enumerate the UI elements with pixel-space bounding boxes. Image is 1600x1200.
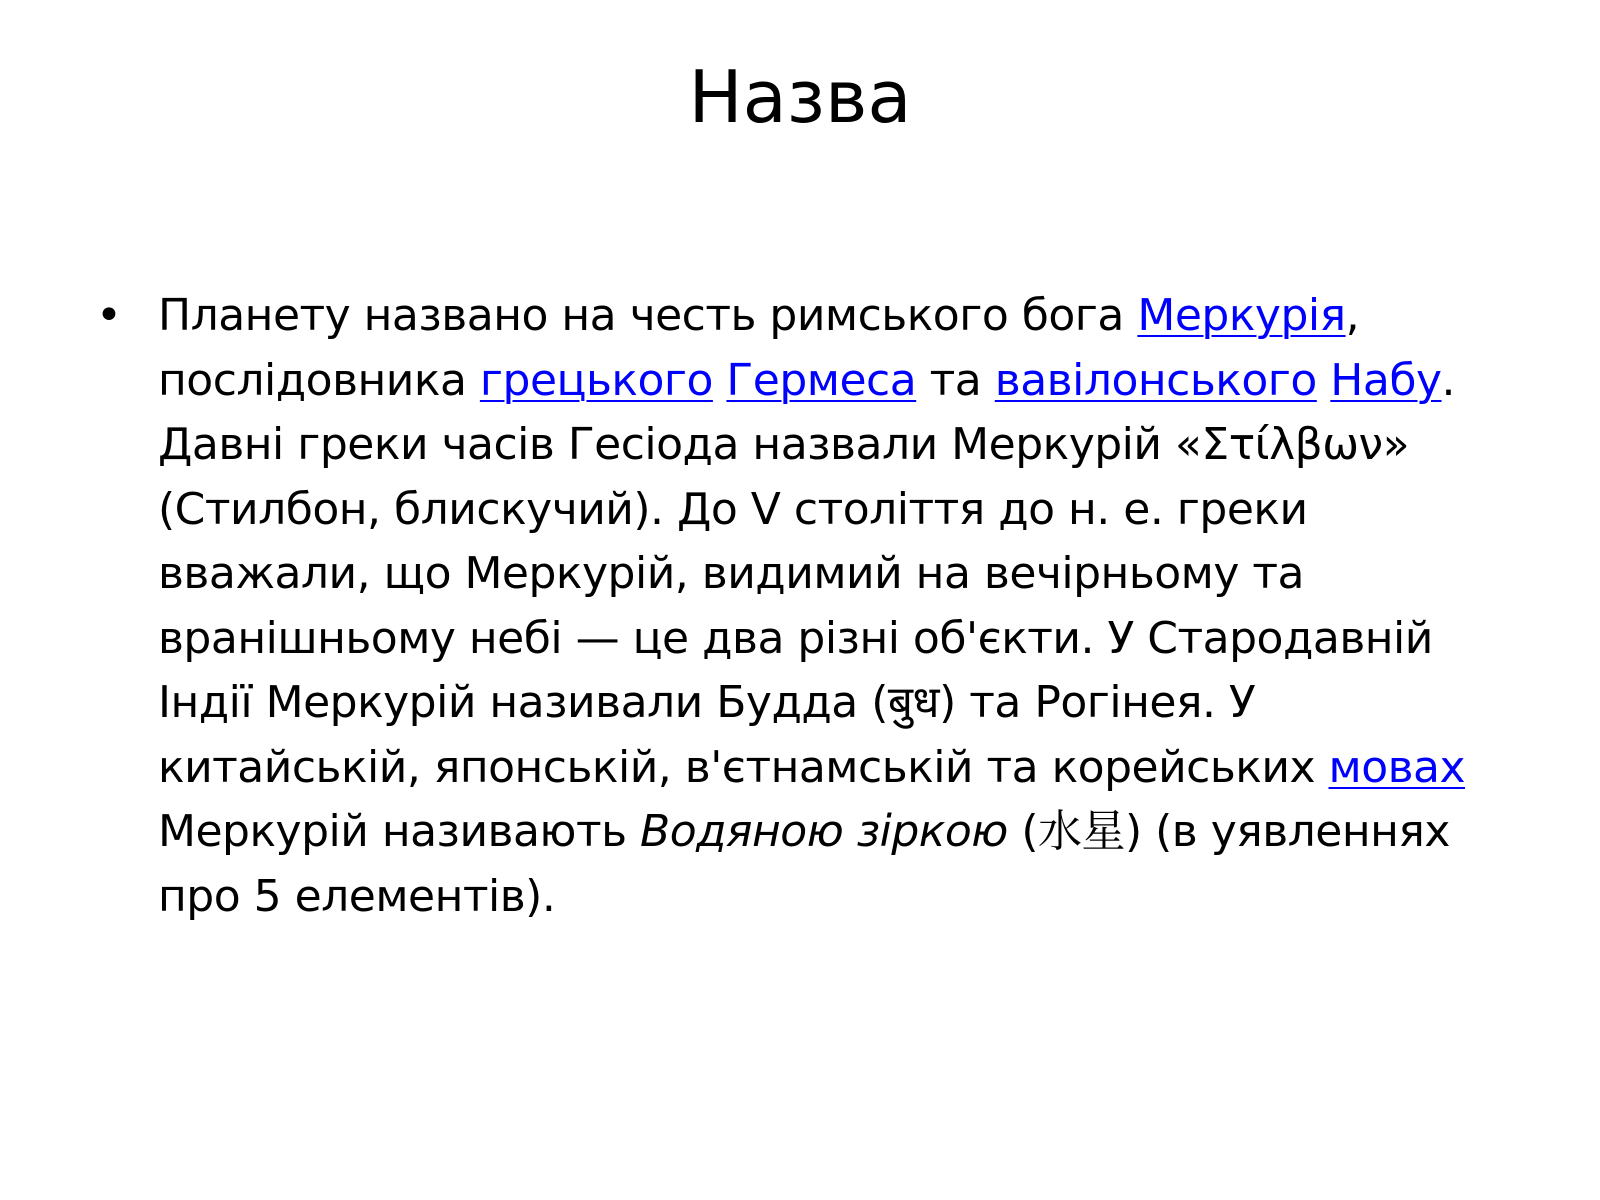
link-vavilonskoho[interactable]: вавілонського (994, 354, 1317, 406)
link-hretskoho[interactable]: грецького (479, 354, 713, 406)
text-segment: , послідовника (158, 290, 1360, 406)
link-merkuriia[interactable]: Меркурія (1137, 290, 1346, 341)
bullet-list (96, 284, 1516, 929)
link-nabu[interactable]: Набу (1330, 354, 1442, 406)
italic-water-star: Водяною зіркою (640, 806, 1008, 857)
text-segment: ) (в уявленнях про 5 елементів). (158, 806, 1450, 922)
link-movakh[interactable]: мовах (1328, 741, 1466, 793)
bullet-item (96, 284, 1516, 929)
text-segment: ( (1007, 806, 1038, 857)
text-segment: Планету названо на честь римського бога (158, 290, 1138, 341)
text-segment (1317, 355, 1331, 406)
devanagari-budha: बुध (887, 677, 940, 728)
slide-title: Назва (688, 55, 912, 139)
text-segment: та (916, 354, 995, 406)
bullet-icon: • (96, 290, 122, 341)
text-segment (713, 355, 727, 406)
hanzi-water-star: 水星 (1037, 806, 1125, 857)
link-hermesa[interactable]: Гермеса (726, 354, 917, 406)
text-segment: Меркурій називають (158, 806, 641, 857)
text-segment: ) та Рогінея. У китайській, японській, в'єтнамській та корейських (158, 677, 1329, 793)
text-segment: . Давні греки часів Гесіода назвали Меркурій «Στίλβων» (Стилбон, блискучий). До V століття до н. е. греки вважали, що Меркурій, видимий на вечірньому та вранішньому небі — це два різні об'єкти. У Стародавній Індії Меркурій називали Будда ( (158, 354, 1456, 728)
